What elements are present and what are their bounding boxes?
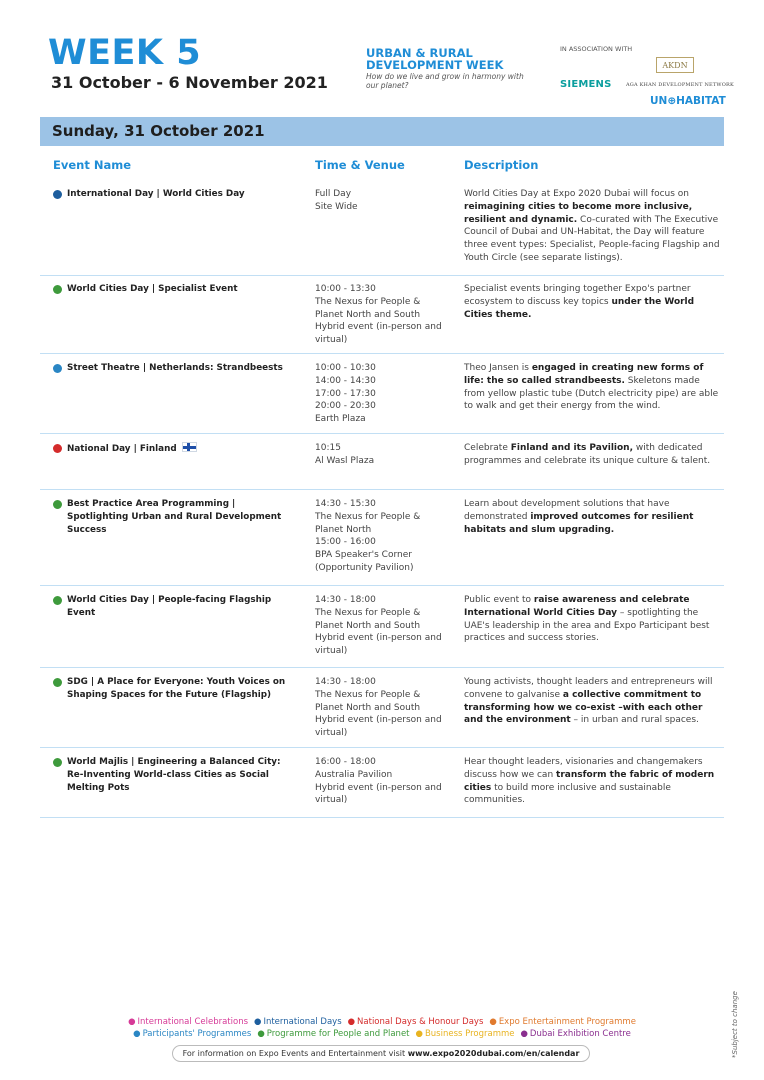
event-name	[67, 756, 289, 795]
event-time-venue: 10:00 - 10:30 14:00 - 14:30 17:00 - 17:30 20:00 - 20:30 Earth Plaza	[315, 363, 376, 425]
event-name	[67, 442, 289, 456]
event-name	[67, 676, 289, 702]
legend-item	[348, 1017, 484, 1027]
week-dates: 31 October - 6 November 2021	[51, 73, 328, 92]
aga-khan-logo: AGA KHAN DEVELOPMENT NETWORK	[626, 82, 734, 88]
description-text: – spotlighting the UAE's leadership in the area and Expo Participant best practices and success stories.	[464, 607, 710, 644]
legend-line-2	[0, 1030, 764, 1039]
description-text: World Cities Day at Expo 2020 Dubai will focus on	[464, 189, 689, 199]
description-highlight: raise awareness and celebrate International World Cities Day	[464, 595, 690, 618]
description-text: to build more inclusive and sustainable communities.	[464, 782, 671, 806]
event-row	[40, 594, 724, 668]
description-highlight: engaged in creating new forms of life: the so called strandbeests.	[464, 363, 704, 386]
siemens-logo: SIEMENS	[560, 79, 612, 90]
legend-bullet-icon: ●	[415, 1029, 423, 1039]
event-name-text: National Day | Finland	[67, 444, 177, 454]
legend-bullet-icon: ●	[128, 1017, 136, 1027]
category-dot-icon	[53, 596, 62, 605]
akdn-logo: AKDN	[656, 57, 694, 73]
legend-bullet-icon: ●	[254, 1017, 262, 1027]
event-description	[464, 676, 720, 727]
event-row	[40, 498, 724, 586]
description-text: Learn about development solutions that have demonstrated	[464, 499, 670, 522]
legend-item	[416, 1029, 515, 1039]
event-description	[464, 188, 720, 265]
theme-title: URBAN & RURAL DEVELOPMENT WEEK	[366, 46, 504, 72]
description-highlight: under the World Cities theme.	[464, 296, 695, 320]
description-text: Young activists, thought leaders and entrepreneurs will convene to galvanise	[464, 677, 713, 700]
legend-bullet-icon: ●	[520, 1029, 528, 1039]
event-time-venue: 16:00 - 18:00 Australia Pavilion Hybrid event (in-person and virtual)	[315, 757, 442, 806]
event-row	[40, 442, 724, 490]
legend-bullet-icon: ●	[347, 1017, 356, 1027]
event-description	[464, 498, 720, 536]
event-name-text: World Cities Day | Specialist Event	[67, 284, 238, 294]
category-dot-icon	[53, 444, 62, 453]
event-name	[67, 498, 289, 537]
legend-label: National Days & Honour Days	[357, 1017, 484, 1027]
legend-item	[489, 1017, 636, 1027]
description-text: Theo Jansen is	[464, 363, 532, 373]
event-name	[67, 362, 289, 375]
event-row	[40, 362, 724, 434]
legend-item	[128, 1017, 248, 1027]
event-name-text: Street Theatre | Netherlands: Strandbeests	[67, 363, 283, 373]
legend-bullet-icon: ●	[257, 1029, 265, 1039]
legend-bullet-icon: ●	[133, 1029, 141, 1039]
legend-label: Dubai Exhibition Centre	[529, 1029, 631, 1039]
event-name	[67, 188, 289, 201]
category-dot-icon	[53, 500, 62, 509]
event-row	[40, 676, 724, 748]
description-text: Specialist events bringing together Expo's partner ecosystem to discuss key topics	[464, 284, 691, 307]
un-habitat-logo: UN⊕HABITAT	[650, 95, 726, 107]
category-dot-icon	[53, 285, 62, 294]
column-header-event: Event Name	[53, 158, 132, 172]
day-heading: Sunday, 31 October 2021	[40, 117, 724, 146]
event-time-venue: 10:00 - 13:30 The Nexus for People & Planet North and South Hybrid event (in-person and virtual)	[315, 284, 442, 346]
legend-item	[254, 1017, 342, 1027]
column-header-description: Description	[464, 158, 539, 172]
category-dot-icon	[53, 678, 62, 687]
legend-label: Business Programme	[424, 1029, 515, 1039]
footer-url[interactable]: www.expo2020dubai.com/en/calendar	[407, 1049, 580, 1058]
legend-label: Participants' Programmes	[142, 1029, 252, 1039]
description-highlight: transform the fabric of modern cities	[464, 769, 715, 793]
legend-bullet-icon: ●	[489, 1017, 497, 1027]
event-name-text: World Majlis | Engineering a Balanced City: Re-Inventing World-class Cities as Social Melting Pots	[67, 757, 281, 793]
description-text: Public event to	[464, 595, 534, 605]
footer-calendar-link[interactable]	[172, 1045, 590, 1062]
event-description	[464, 594, 720, 645]
event-time-venue: Full Day Site Wide	[315, 189, 358, 212]
description-highlight: reimagining cities to become more inclusive, resilient and dynamic.	[464, 201, 693, 225]
event-name-text: World Cities Day | People-facing Flagship Event	[67, 595, 272, 618]
legend-label: International Celebrations	[137, 1017, 249, 1027]
footer-text: For information on Expo Events and Entertainment visit	[182, 1049, 408, 1058]
description-text: Celebrate	[464, 443, 511, 453]
event-row	[40, 283, 724, 354]
event-time-venue: 14:30 - 18:00 The Nexus for People & Planet North and South Hybrid event (in-person and virtual)	[315, 677, 442, 739]
event-name	[67, 594, 289, 620]
legend-line-1	[0, 1018, 764, 1027]
category-dot-icon	[53, 190, 62, 199]
legend-item	[521, 1029, 631, 1039]
event-time-venue: 14:30 - 15:30 The Nexus for People & Planet North 15:00 - 16:00 BPA Speaker's Corner (Opportunity Pavilion)	[315, 499, 421, 573]
legend-item	[257, 1029, 409, 1039]
event-row	[40, 188, 724, 276]
description-text: with dedicated programmes and celebrate its unique culture & talent.	[464, 443, 711, 466]
legend-item	[133, 1029, 251, 1039]
subject-to-change-note: *Subject to change	[731, 991, 739, 1058]
legend-label: Expo Entertainment Programme	[498, 1017, 636, 1027]
event-name-text: International Day | World Cities Day	[67, 189, 245, 199]
legend-label: International Days	[263, 1017, 342, 1027]
event-description	[464, 362, 720, 413]
association-label: IN ASSOCIATION WITH	[560, 45, 633, 53]
legend-label: Programme for People and Planet	[266, 1029, 410, 1039]
description-text: Skeletons made from yellow plastic tube (Dutch electricity pipe) are able to walk and get their energy from the wind.	[464, 375, 719, 412]
event-name-text: Best Practice Area Programming | Spotlighting Urban and Rural Development Success	[67, 499, 282, 535]
event-name	[67, 283, 289, 296]
event-time-venue: 10:15 Al Wasl Plaza	[315, 443, 375, 466]
description-text: Co-curated with The Executive Council of Dubai and UN-Habitat, the Day will feature three event types: Specialist, People-facing Flagship and Youth Circle (see separate listings).	[464, 214, 720, 263]
finland-flag-icon	[182, 442, 197, 452]
description-highlight: Finland and its Pavilion,	[510, 443, 633, 453]
description-text: Hear thought leaders, visionaries and changemakers discuss how we can	[464, 757, 703, 780]
description-highlight: improved outcomes for resilient habitats and slum upgrading.	[464, 511, 694, 535]
category-dot-icon	[53, 364, 62, 373]
category-dot-icon	[53, 758, 62, 767]
event-time-venue: 14:30 - 18:00 The Nexus for People & Planet North and South Hybrid event (in-person and virtual)	[315, 595, 442, 657]
event-description	[464, 283, 720, 321]
description-highlight: a collective commitment to transforming how we co-exist –with each other and the environment	[464, 689, 703, 726]
event-name-text: SDG | A Place for Everyone: Youth Voices on Shaping Spaces for the Future (Flagship)	[67, 677, 286, 700]
event-row	[40, 756, 724, 818]
week-title: WEEK 5	[48, 33, 202, 73]
column-header-time: Time & Venue	[315, 158, 405, 172]
theme-subtitle: How do we live and grow in harmony with our planet?	[366, 72, 524, 90]
event-description	[464, 442, 720, 468]
event-description	[464, 756, 720, 807]
description-text: – in urban and rural spaces.	[570, 715, 699, 726]
